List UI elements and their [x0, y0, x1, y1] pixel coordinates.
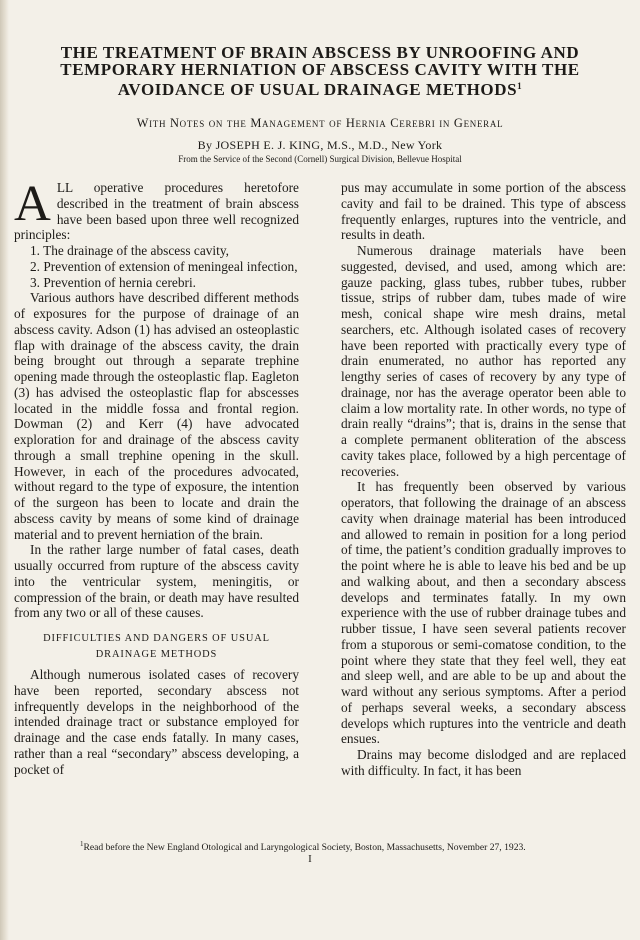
section-heading-line-2: DRAINAGE METHODS — [95, 649, 218, 660]
page-binding-edge — [0, 0, 9, 940]
body-paragraph: In the rather large number of fatal cases, death usually occurred from rupture of the abscess cavity into the ventricular system, meningitis, or compression of the brain, or death may have resulted from any two or all of these causes. — [14, 542, 299, 621]
title-line-2: TEMPORARY HERNIATION OF ABSCESS CAVITY WITH THE — [60, 60, 580, 79]
principle-item: 2. Prevention of extension of meningeal infection, — [30, 258, 298, 274]
intro-text: LL operative procedures heretofore described in the treatment of brain abscess have been based upon three well recognized principles: — [14, 180, 299, 243]
page-number: I — [308, 853, 312, 865]
intro-paragraph — [14, 176, 299, 243]
right-column — [341, 180, 626, 779]
article-title — [14, 44, 626, 98]
footnote-text: Read before the New England Otological and Laryngological Society, Boston, Massachusetts, November 27, 1923. — [83, 842, 526, 854]
footnote-marker: 1 — [80, 840, 84, 848]
body-columns — [14, 176, 626, 779]
title-footnote-marker: 1 — [517, 81, 523, 91]
body-paragraph: Although numerous isolated cases of recovery have been reported, secondary abscess not infrequently develops in the neighborhood of the intended drainage tract or substance employed for drainage and the case ends fatally. In many cases, rather than a real “secondary” abscess developing, a pocket of — [14, 667, 299, 777]
body-paragraph: Numerous drainage materials have been suggested, devised, and used, among which are: gauze packing, glass tubes, rubber tubes, rubber tissue, strips of rubber dam, tubes made of wire mesh, conical shape wire mesh drains, metal searchers, etc. Although isolated cases of recovery have been reported with practically every type of drain enumerated, no author has reported any lengthy series of cases of recovery by any type of drainage, nor has the average operator been able to claim a low mortality rate. In other words, no type of drain really “drains”; that is, drains in the sense that a complete permanent obliteration of the abscess cavity takes place, followed by a high percentage of recoveries. — [341, 243, 626, 479]
left-column — [14, 176, 299, 779]
body-paragraph: Drains may become dislodged and are replaced with difficulty. In fact, it has been — [341, 747, 626, 778]
title-line-3: AVOIDANCE OF USUAL DRAINAGE METHODS — [117, 80, 518, 99]
section-heading-line-1: DIFFICULTIES AND DANGERS OF USUAL — [43, 633, 270, 644]
author-byline: By JOSEPH E. J. KING, M.S., M.D., New York — [197, 138, 443, 152]
body-paragraph: Various authors have described different methods of exposures for the purpose of drainage of an abscess cavity. Adson (1) has advised an osteoplastic flap with drainage of the abscess cavity, the drain being brought out through a separate trephine opening made through the osteoplastic flap. Eagleton (3) has advised the osteoplastic flap for abscesses located in the middle fossa and frontal region. Dowman (2) and Kerr (4) have advocated exploration for and drainage of the abscess cavity through a small trephine opening in the skull. However, in each of the procedures advocated, without regard to the type of exposure, the intention of the surgeon has been to locate and drain the abscess cavity by means of some kind of drainage material and to prevent herniation of the brain. — [14, 290, 299, 542]
drop-cap: A — [14, 176, 51, 232]
principle-item: 1. The drainage of the abscess cavity, — [30, 243, 229, 258]
body-paragraph: pus may accumulate in some portion of the abscess cavity and fail to be drained. This type of abscess frequently enlarges, ruptures into the ventricle, and results in death. — [341, 180, 626, 243]
principle-item: 3. Prevention of hernia cerebri. — [30, 274, 196, 290]
footnote — [80, 840, 600, 853]
article-page — [14, 44, 626, 779]
author-affiliation: From the Service of the Second (Cornell) Surgical Division, Bellevue Hospital — [178, 154, 462, 164]
section-heading — [14, 631, 299, 663]
article-subtitle: With Notes on the Management of Hernia Cerebri in General — [136, 116, 504, 130]
body-paragraph: It has frequently been observed by various operators, that following the drainage of an abscess cavity when drainage material has been introduced and allowed to remain in position for a long period of time, the patient’s condition gradually improves to the point where he is able to leave his bed and be up and walking about, and then a secondary abscess develops and terminates fatally. In my own experience with the use of rubber drainage tubes and rubber tissue, I have seen several patients recover from a stuporous or semi-comatose condition, to the point where they state that they feel well, they eat and sleep well, and are able to be up and about the ward without any serious symptoms. After a period of perhaps several weeks, a secondary abscess develops which ruptures into the ventricle and death ensues. — [341, 479, 626, 747]
title-line-1: THE TREATMENT OF BRAIN ABSCESS BY UNROOFING AND — [60, 43, 580, 62]
